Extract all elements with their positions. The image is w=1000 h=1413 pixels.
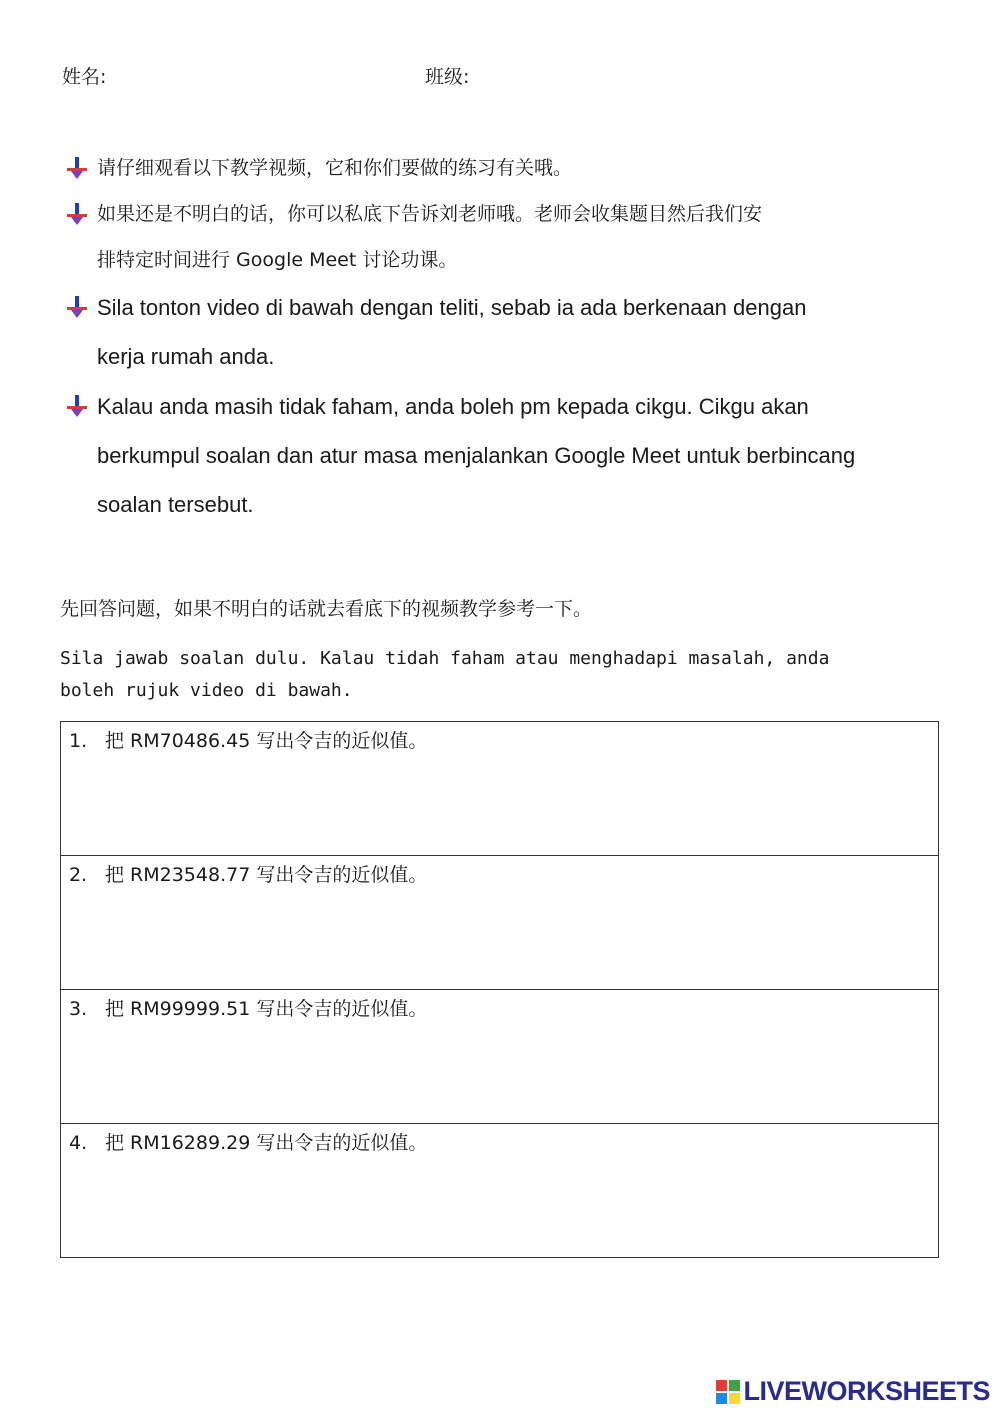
question-number: 1.	[69, 730, 88, 752]
instruction-ms	[60, 643, 940, 707]
arrow-down-icon	[65, 202, 89, 226]
table-row	[61, 856, 939, 990]
bullet-line: kerja rumah anda.	[97, 344, 275, 369]
arrow-down-icon	[65, 156, 89, 180]
answer-box-4[interactable]	[61, 1124, 939, 1258]
arrow-down-icon	[65, 394, 89, 418]
class-label: 班级:	[425, 66, 470, 88]
instruction-line: Sila jawab soalan dulu. Kalau tidah faham atau menghadapi masalah, anda	[60, 648, 830, 669]
question-table	[60, 721, 939, 1258]
bullet-line: berkumpul soalan dan atur masa menjalankan Google Meet untuk berbincang	[97, 443, 856, 468]
bullet-line: Sila tonton video di bawah dengan teliti, sebab ia ada berkenaan dengan	[97, 295, 807, 320]
table-row	[61, 722, 939, 856]
bullet-ask-teacher-ms	[65, 382, 925, 529]
question-number: 4.	[69, 1132, 88, 1154]
bullet-line: 排特定时间进行 Google Meet 讨论功课。	[97, 249, 458, 271]
question-number: 3.	[69, 998, 88, 1020]
question-text: 把 RM70486.45 写出令吉的近似值。	[105, 730, 428, 752]
bullet-line: 请仔细观看以下教学视频，它和你们要做的练习有关哦。	[97, 157, 573, 179]
bullet-line: Kalau anda masih tidak faham, anda boleh pm kepada cikgu. Cikgu akan	[97, 394, 809, 419]
answer-box-2[interactable]	[61, 856, 939, 990]
table-row	[61, 990, 939, 1124]
question-number: 2.	[69, 864, 88, 886]
arrow-down-icon	[65, 295, 89, 319]
bullet-ask-teacher	[65, 191, 925, 283]
question-text: 把 RM23548.77 写出令吉的近似值。	[105, 864, 428, 886]
bullet-watch-video-ms	[65, 283, 925, 381]
answer-box-3[interactable]	[61, 990, 939, 1124]
instruction-zh: 先回答问题，如果不明白的话就去看底下的视频教学参考一下。	[60, 598, 593, 620]
name-label: 姓名:	[62, 66, 107, 88]
bullet-watch-video	[65, 145, 925, 191]
bullet-line: 如果还是不明白的话，你可以私底下告诉刘老师哦。老师会收集题目然后我们安	[97, 203, 763, 225]
liveworksheets-logo	[716, 1376, 990, 1407]
liveworksheets-mark-icon	[716, 1380, 740, 1404]
table-row	[61, 1124, 939, 1258]
instruction-line: boleh rujuk video di bawah.	[60, 680, 353, 701]
answer-box-1[interactable]	[61, 722, 939, 856]
bullet-line: soalan tersebut.	[97, 492, 254, 517]
question-text: 把 RM99999.51 写出令吉的近似值。	[105, 998, 428, 1020]
brand-name: LIVEWORKSHEETS	[743, 1376, 990, 1406]
question-text: 把 RM16289.29 写出令吉的近似值。	[105, 1132, 428, 1154]
